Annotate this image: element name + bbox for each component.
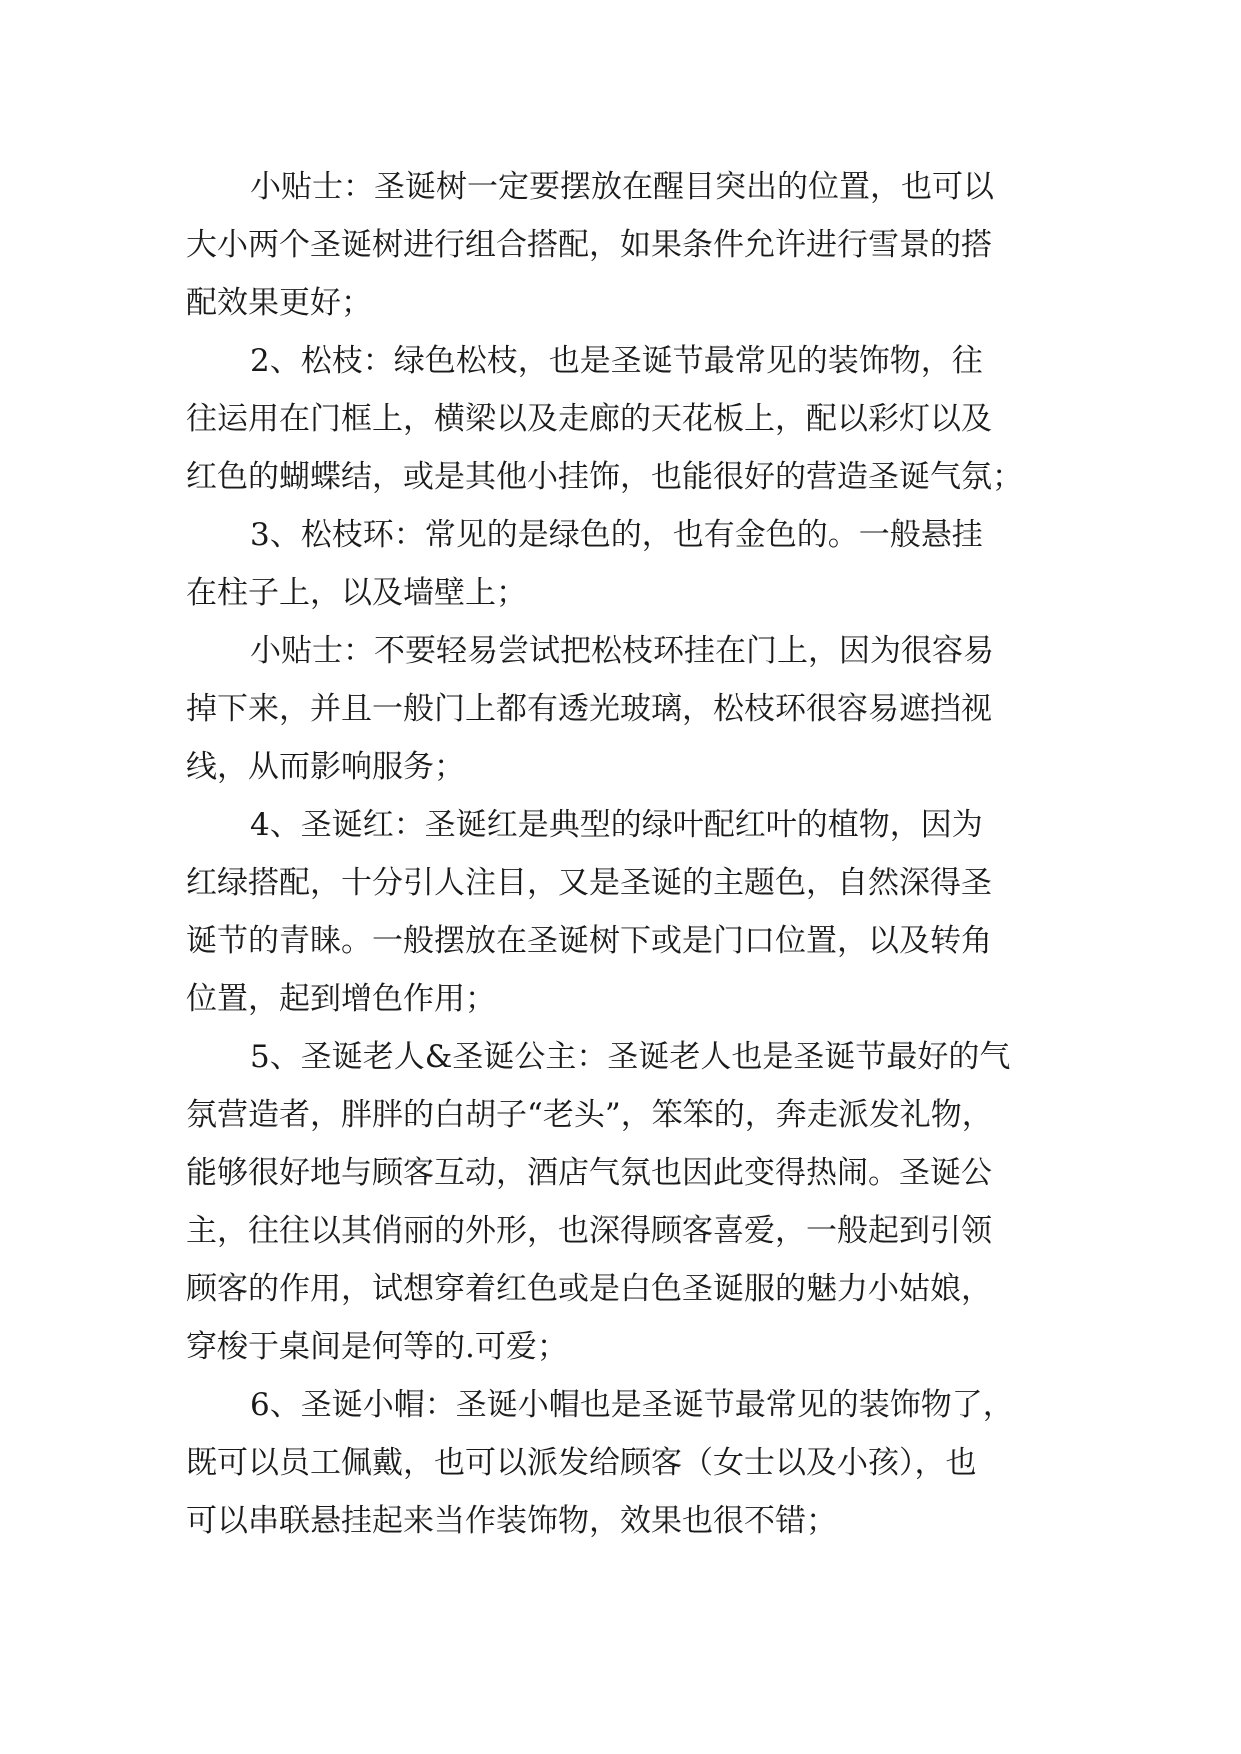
paragraph-line: 氛营造者，胖胖的白胡子“老头”，笨笨的，奔走派发礼物， xyxy=(186,1097,993,1133)
paragraph-line: 掉下来，并且一般门上都有透光玻璃，松枝环很容易遮挡视 xyxy=(186,691,992,727)
paragraph-line: 位置，起到增色作用； xyxy=(186,981,496,1017)
paragraph-line: 红绿搭配，十分引人注目，又是圣诞的主题色，自然深得圣 xyxy=(186,865,992,901)
paragraph-line: 小贴士：不要轻易尝试把松枝环挂在门上，因为很容易 xyxy=(250,633,994,669)
paragraph-line: 5、圣诞老人&圣诞公主：圣诞老人也是圣诞节最好的气 xyxy=(250,1039,1011,1075)
paragraph-line: 2、松枝：绿色松枝，也是圣诞节最常见的装饰物，往 xyxy=(250,343,983,379)
paragraph-line: 大小两个圣诞树进行组合搭配，如果条件允许进行雪景的搭 xyxy=(186,227,992,263)
paragraph-line: 穿梭于桌间是何等的.可爱； xyxy=(186,1329,568,1365)
paragraph-line: 既可以员工佩戴，也可以派发给顾客（女士以及小孩），也 xyxy=(186,1445,977,1481)
document-body xyxy=(186,158,1056,1550)
paragraph-line: 可以串联悬挂起来当作装饰物，效果也很不错； xyxy=(186,1503,837,1539)
paragraph-line: 诞节的青睐。一般摆放在圣诞树下或是门口位置，以及转角 xyxy=(186,923,992,959)
paragraph-line: 3、松枝环：常见的是绿色的，也有金色的。一般悬挂 xyxy=(250,517,983,553)
paragraph-line: 线，从而影响服务； xyxy=(186,749,465,785)
paragraph-line: 红色的蝴蝶结，或是其他小挂饰，也能很好的营造圣诞气氛； xyxy=(186,459,1023,495)
paragraph-line: 6、圣诞小帽：圣诞小帽也是圣诞节最常见的装饰物了， xyxy=(250,1387,1014,1423)
paragraph-line: 往运用在门框上，横梁以及走廊的天花板上，配以彩灯以及 xyxy=(186,401,992,437)
paragraph-line: 顾客的作用，试想穿着红色或是白色圣诞服的魅力小姑娘， xyxy=(186,1271,992,1307)
paragraph-line: 能够很好地与顾客互动，酒店气氛也因此变得热闹。圣诞公 xyxy=(186,1155,992,1191)
paragraph-line: 在柱子上，以及墙壁上； xyxy=(186,575,527,611)
paragraph-line: 小贴士：圣诞树一定要摆放在醒目突出的位置，也可以 xyxy=(250,169,994,205)
paragraph-line: 配效果更好； xyxy=(186,285,372,321)
paragraph-line: 主，往往以其俏丽的外形，也深得顾客喜爱，一般起到引领 xyxy=(186,1213,992,1249)
paragraph-line: 4、圣诞红：圣诞红是典型的绿叶配红叶的植物，因为 xyxy=(250,807,983,843)
